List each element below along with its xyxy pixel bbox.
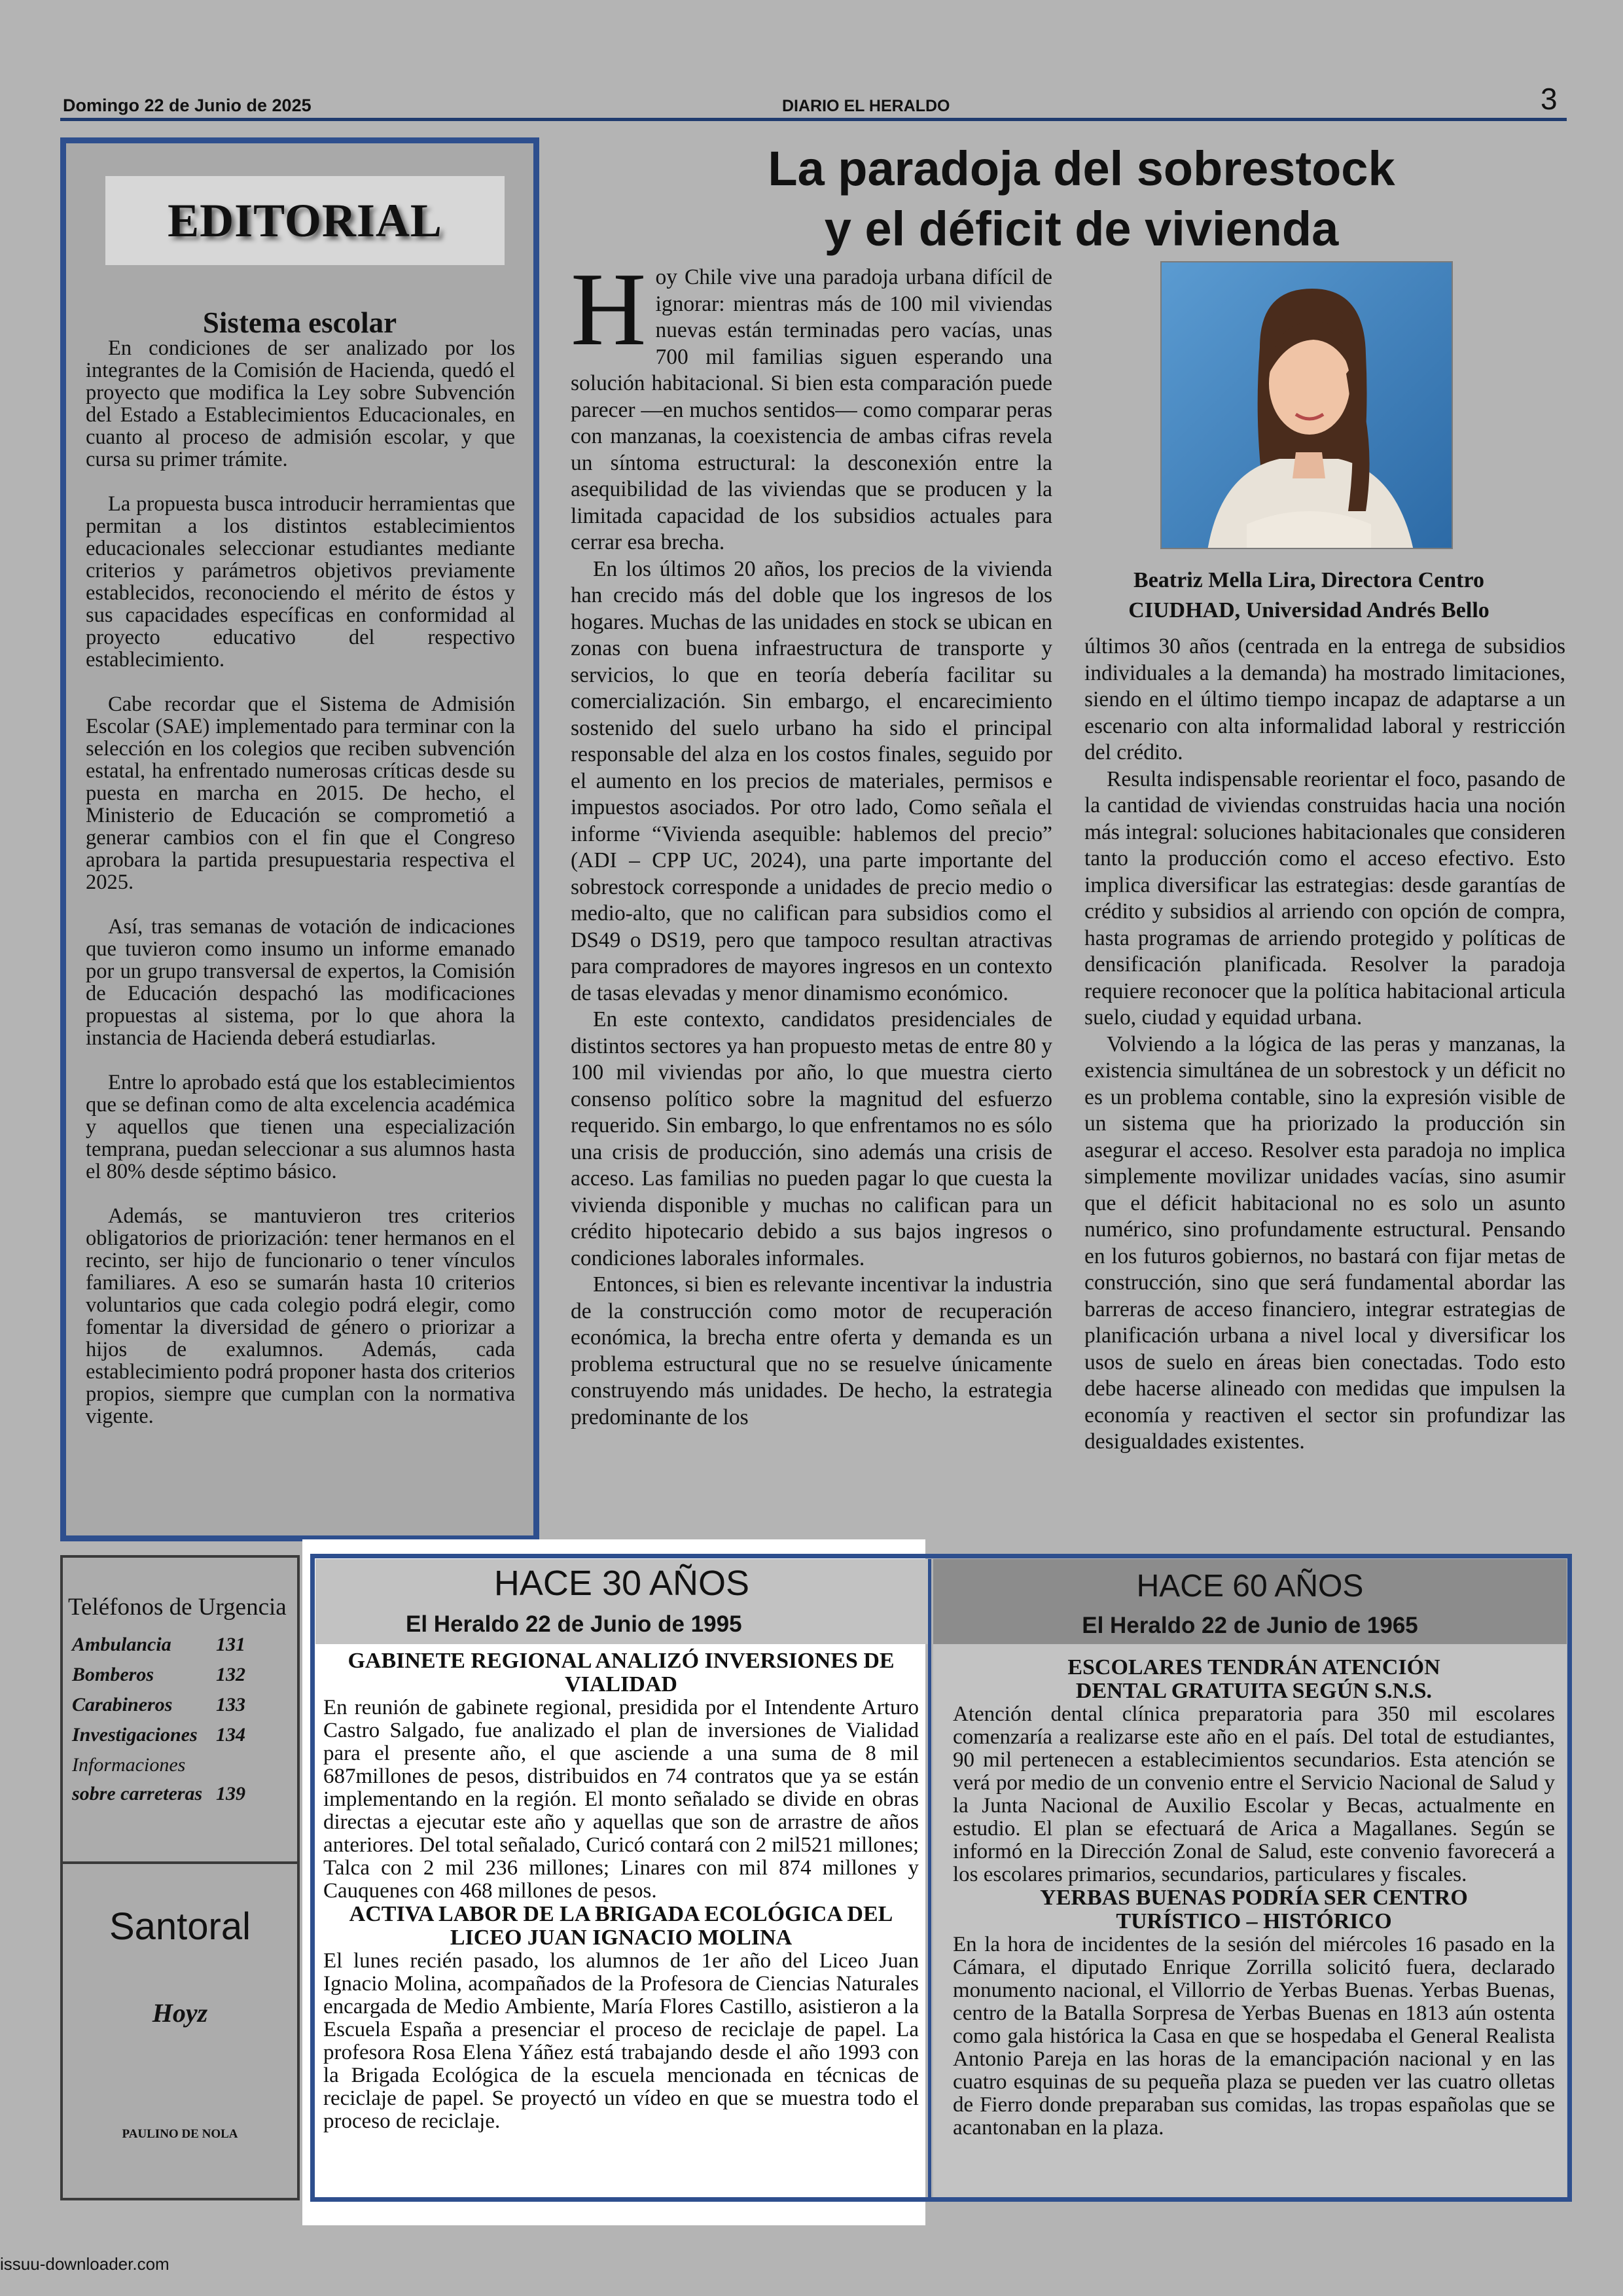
- hace-60-header: [933, 1559, 1567, 1644]
- hace-60-text: Atención dental clínica preparatoria para 350 mil escolares comenzaría a realizarse este año en el país. Del total de estudiantes, 90 mil pertenecen a establecimientos secundarios. Esta atención se verá por medio de un convenio entre el Servicio Nacional de Salud y la Junta Nacional de Auxilio Escolar y Becas, actualmente en estudio. El plan se efectuará de Arica a Magallanes. Según se informó en la Dirección Zonal de Salud, este convenio favorecerá a los escolares primarios, secundarios, particulares y fiscales.: [953, 1702, 1555, 1886]
- santoral-day: Hoyz: [152, 1998, 208, 2028]
- hace-30-section: [315, 1559, 928, 2197]
- hace-30-body: [323, 1649, 919, 2133]
- editorial-body: [86, 337, 515, 1450]
- article-paragraph: En este contexto, candidatos presidenciales de distintos sectores ya han propuesto metas de entre 80 y 100 mil viviendas por año, lo que muestra cierto consenso político sobre la magnitud del esfuerzo requerido. Sin embargo, lo que enfrentamos no es sólo una crisis de producción, sino además una crisis de acceso. Las familias no pueden pagar lo que cuesta la vivienda disponible y muchas no califican para un crédito hipotecario debido a sus bajos ingresos o condiciones laborales informales.: [571, 1007, 1052, 1270]
- santoral-saint: PAULINO DE NOLA: [122, 2127, 238, 2141]
- emergency-phones-box: [60, 1555, 300, 2200]
- article-first-paragraph: [571, 251, 1052, 556]
- editorial-box: [60, 137, 539, 1541]
- editorial-paragraph: Cabe recordar que el Sistema de Admisión Escolar (SAE) implementado para terminar con la selección en los colegios que reciben subvención estatal, ha enfrentado numerosas críticas desde su puesta en marcha en 2015. De hecho, el Ministerio de Educación se comprometió a generar cambios con el fin que el Congreso aprobara la partida presupuestaria respectiva el 2025.: [86, 692, 515, 894]
- hace-30-text: En reunión de gabinete regional, presidida por el Intendente Arturo Castro Salgado, fue analizado el plan de inversiones de Vialidad para el presente año, el que asciende a una suma de 8 mil 687millones de pesos, distribuidos en 74 contratos que ya se están implementando en la región. El monto señalado se divide en obras directas a ejecutar este año y aquellas que son de arrastre de años anteriores. Del total señalado, Curicó contará con 2 mil521 millones; Talca con 2 mil 236 millones; Linares con mil 874 millones y Cauquenes con 468 millones de pesos.: [323, 1696, 919, 1903]
- phone-number: 131: [216, 1634, 245, 1655]
- page-number: 3: [1541, 82, 1558, 116]
- source-watermark: issuu-downloader.com: [0, 2254, 169, 2274]
- hace-30-headline: GABINETE REGIONAL ANALIZÓ INVERSIONES DE VIALIDAD: [348, 1649, 895, 1696]
- hace-30-date: El Heraldo 22 de Junio de 1995: [406, 1611, 742, 1637]
- phone-info-label: Informaciones: [72, 1754, 186, 1776]
- caption-line: CIUDHAD, Universidad Andrés Bello: [1128, 598, 1489, 622]
- header-date: Domingo 22 de Junio de 2025: [63, 96, 312, 115]
- hace-30-text: El lunes recién pasado, los alumnos de 1er año del Liceo Juan Ignacio Molina, acompañados de la Profesora de Ciencias Naturales encargada de Medio Ambiente, María Flores Castillo, asistieron a la Escuela España a presenciar el proceso de reciclaje de papel. La profesora Rosa Elena Yáñez está trabajando desde el año 1993 con la Brigada Ecológica de la escuela mencionada en técnicas de reciclaje de papel. Se proyectó un vídeo en que se muestra todo el proceso de reciclaje.: [323, 1949, 919, 2133]
- article-title-line: y el déficit de vivienda: [824, 202, 1339, 256]
- phone-number: 132: [216, 1664, 245, 1685]
- hace-30-title: HACE 30 AÑOS: [493, 1564, 750, 1603]
- phones-title: Teléfonos de Urgencia: [68, 1594, 287, 1621]
- phone-info-label: sobre carreteras: [72, 1783, 203, 1804]
- article-title: [563, 139, 1600, 259]
- santoral-title: Santoral: [109, 1905, 251, 1948]
- divider: [63, 1861, 297, 1864]
- article-column-2: [1084, 634, 1565, 1456]
- hace-60-headline: YERBAS BUENAS PODRÍA SER CENTRO TURÍSTICO – HISTÓRICO: [1040, 1886, 1468, 1933]
- hace-60-section: [933, 1559, 1567, 2197]
- article-paragraph: Entonces, si bien es relevante incentivar la industria de la construcción como motor de recuperación económica, la brecha entre oferta y demanda es un problema estructural que no se resuelve únicamente construyendo más unidades. De hecho, la estrategia predominante de los: [571, 1272, 1052, 1429]
- article-paragraph: Resulta indispensable reorientar el foco, pasando de la cantidad de viviendas construidas hacia una noción más integral: soluciones habitacionales que consideren tanto la producción como el acceso efectivo. Esto implica diversificar las estrategias: desde garantías de crédito y subsidios al arriendo con opción de compra, hasta programas de arriendo protegido y políticas de densificación planificada. Resolver la paradoja requiere reconocer que la política habitacional articula suelo, ciudad y equidad urbana.: [1084, 766, 1565, 1030]
- hace-60-body: [953, 1656, 1555, 2140]
- editorial-paragraph: La propuesta busca introducir herramientas que permitan a los distintos establecimientos educacionales seleccionar estudiantes mediante criterios y parámetros objetivos previamente establecidos, reconociendo el mérito de éstos y sus capacidades específicas en conformidad al proyecto educativo del respectivo establecimiento.: [86, 492, 515, 672]
- caption-line: Beatriz Mella Lira, Directora Centro: [1133, 568, 1484, 592]
- author-photo: [1160, 261, 1453, 549]
- first-paragraph-text: oy Chile vive una paradoja urbana difícil de ignorar: mientras más de 100 mil viviendas nuevas están terminadas pero vacías, unas 700 mil familias siguen esperando una solución habitacional. Si bien esta comparación puede parecer —en muchos sentidos— como comparar peras con manzanas, la coexistencia de ambas cifras revela un síntoma estructural: la desconexión entre la asequibilidad de las viviendas que se producen y la limitada capacidad de los subsidios actuales para cerrar esa brecha.: [571, 265, 1052, 554]
- editorial-paragraph: En condiciones de ser analizado por los integrantes de la Comisión de Hacienda, quedó el proyecto que modifica la Ley sobre Subvención del Estado a Establecimientos Educacionales, en cuanto al proceso de admisión escolar, y que cursa su primer trámite.: [86, 336, 515, 471]
- author-portrait-illustration: [1162, 262, 1453, 549]
- header-rule: [60, 118, 1567, 121]
- article-column-1: [571, 251, 1052, 1431]
- drop-cap: H: [571, 251, 647, 367]
- phone-number: 133: [216, 1694, 245, 1715]
- hace-divider: [928, 1559, 931, 2197]
- article-title-line: La paradoja del sobrestock: [768, 141, 1395, 196]
- phone-label: Ambulancia: [72, 1634, 171, 1655]
- editorial-title-box: [105, 176, 505, 265]
- editorial-paragraph: Además, se mantuvieron tres criterios obligatorios de priorización: tener hermanos en el recinto, ser hijo de funcionario o tener vínculos familiares. A eso se sumarán hasta 10 criterios voluntarios que cada colegio podrá elegir, como fomentar la diversidad de género o priorizar a hijos de exalumnos. Además, cada establecimiento podrá proponer hasta dos criterios propios, siempre que cumplan con la normativa vigente.: [86, 1204, 515, 1428]
- article-paragraph: últimos 30 años (centrada en la entrega de subsidios individuales a la demanda) ha mostrado limitaciones, siendo en el último tiempo incapaz de adaptarse a un escenario con alta informalidad laboral y restricción del crédito.: [1084, 634, 1565, 764]
- hace-30-header: [315, 1559, 928, 1644]
- hace-60-date: El Heraldo 22 de Junio de 1965: [1082, 1613, 1418, 1638]
- phone-number: 134: [216, 1724, 245, 1746]
- hace-60-headline: ESCOLARES TENDRÁN ATENCIÓN DENTAL GRATUITA SEGÚN S.N.S.: [1067, 1655, 1440, 1703]
- article-paragraph: Volviendo a la lógica de las peras y manzanas, la existencia simultánea de un sobrestock y un déficit no es un problema contable, sino la expresión visible de un sistema que ha priorizado la producción sin asegurar el acceso. Resolver esta paradoja no implica simplemente movilizar unidades vacías, sino asumir que el déficit habitacional no es solo un asunto numérico, sino profundamente estructural. Pensando en los futuros gobiernos, no bastará con fijar metas de construcción, sino que será fundamental abordar las barreras de acceso financiero, integrar estrategias de planificación urbana a nivel local y diversificar los usos de suelo en áreas bien conectadas. Todo esto debe hacerse alineado con medidas que impulsen la economía y reactiven el sector sin profundizar las desigualdades existentes.: [1084, 1031, 1565, 1454]
- phone-label: Investigaciones: [72, 1724, 198, 1746]
- editorial-subtitle: Sistema escolar: [202, 306, 397, 339]
- hace-30-headline: ACTIVA LABOR DE LA BRIGADA ECOLÓGICA DEL LICEO JUAN IGNACIO MOLINA: [349, 1902, 893, 1950]
- hace-60-text: En la hora de incidentes de la sesión del miércoles 16 pasado en la Cámara, el diputado Enrique Zorrilla solicitó fuera, declarado monumento nacional, el Villorrio de Yerbas Buenas. Yerbas Buenas, centro de la Batalla Sorpresa de Yerbas Buenas en 1813 aún ostenta como gala histórica la Casa en que se hospedaba el General Realista Antonio Pareja en las horas de la emancipación nacional y en las cuatro esquinas de su pequeña plaza se pueden ver las cuatro olletas de Fierro donde preparaban sus comidas, las tropas españolas que se acantonaban en la plaza.: [953, 1933, 1555, 2140]
- editorial-title: EDITORIAL: [168, 194, 442, 247]
- hace-60-title: HACE 60 AÑOS: [1136, 1569, 1364, 1604]
- phone-number: 139: [216, 1783, 245, 1804]
- photo-caption: [1080, 565, 1538, 626]
- phone-label: Bomberos: [72, 1664, 154, 1685]
- article-paragraph: En los últimos 20 años, los precios de la vivienda han crecido más del doble que los ingresos de los hogares. Muchas de las unidades en stock se ubican en zonas con buena infraestructura de transporte y servicios, lo que en teoría debería facilitar su comercialización. Sin embargo, el encarecimiento sostenido del suelo urbano ha sido el principal responsable del alza en los costos finales, seguido por el aumento en los precios de materiales, permisos e impuestos asociados. Por otro lado, Como señala el informe “Vivienda asequible: hablemos del precio” (ADI – CPP UC, 2024), una parte importante del sobrestock corresponde a unidades de precio medio o medio-alto, que no califican para subsidios como el DS49 o DS19, pero que tampoco resultan atractivas para compradores de mayores ingresos en un contexto de tasas elevadas y menor dinamismo económico.: [571, 556, 1052, 1005]
- editorial-paragraph: Así, tras semanas de votación de indicaciones que tuvieron como insumo un informe emanado por un grupo transversal de expertos, la Comisión de Educación despachó las modificaciones propuestas al sistema, por lo que ahora la instancia de Hacienda deberá estudiarlas.: [86, 915, 515, 1050]
- phone-label: Carabineros: [72, 1694, 173, 1715]
- editorial-paragraph: Entre lo aprobado está que los establecimientos que se definan como de alta excelencia académica y aquellos que tienen una especialización temprana, puedan seleccionar a sus alumnos hasta el 80% desde séptimo básico.: [86, 1071, 515, 1183]
- newspaper-name: DIARIO EL HERALDO: [782, 97, 950, 115]
